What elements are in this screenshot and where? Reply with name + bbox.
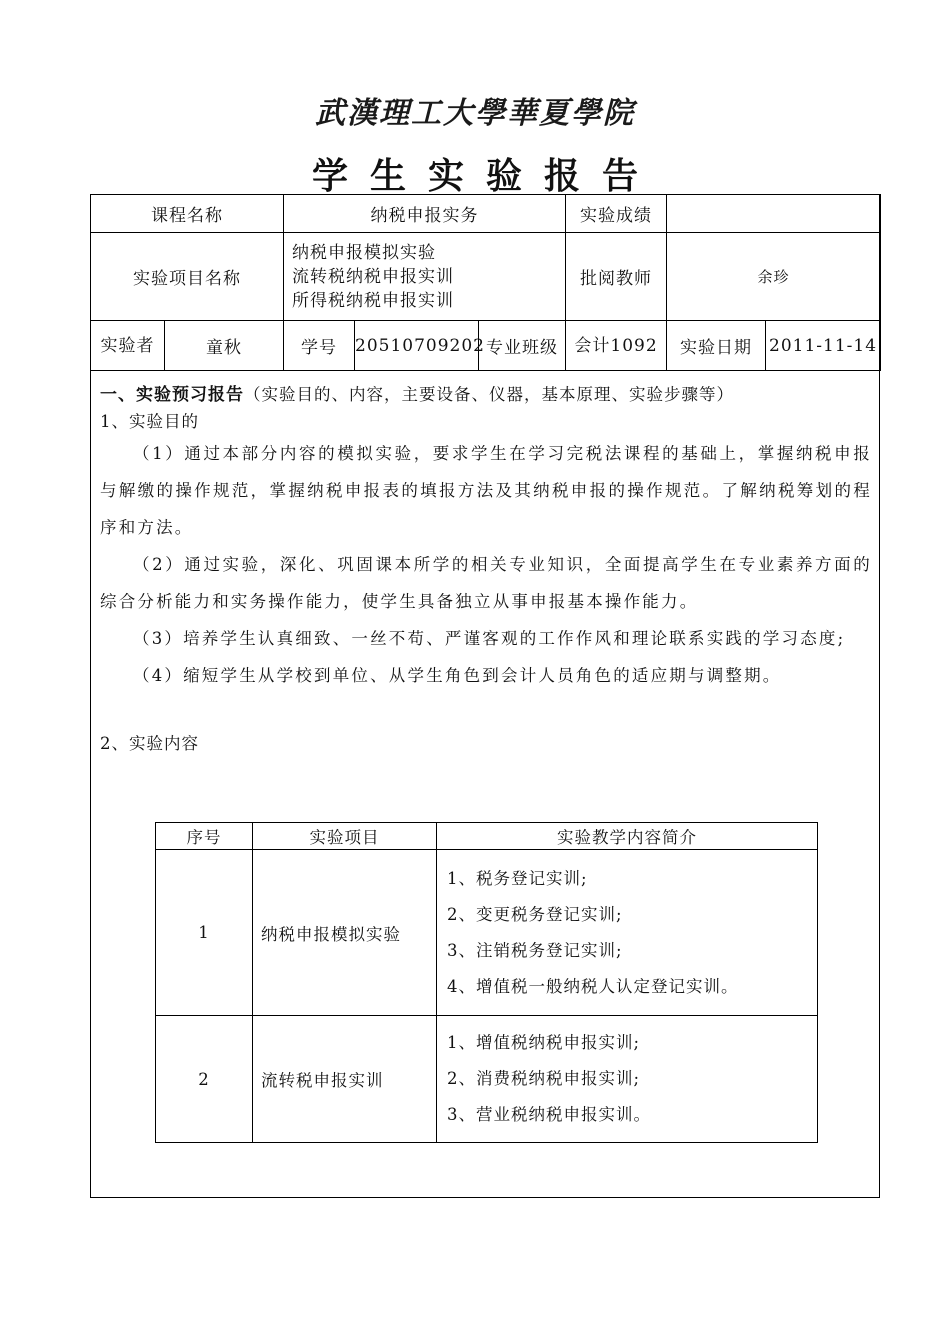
- section-heading: [100, 381, 872, 409]
- student-id-label: 学号: [284, 321, 355, 371]
- list-item: 1、税务登记实训;: [447, 868, 588, 888]
- course-label: 课程名称: [91, 195, 284, 233]
- course-value: 纳税申报实务: [284, 195, 566, 233]
- score-label: 实验成绩: [566, 195, 667, 233]
- row-number: 2: [156, 1016, 253, 1143]
- experimenter-value: 童秋: [165, 321, 284, 371]
- project-values: [284, 233, 566, 321]
- preview-report-section: [100, 381, 872, 757]
- list-item: 3、注销税务登记实训;: [447, 940, 623, 960]
- date-label: 实验日期: [667, 321, 766, 371]
- purpose-item: （1）通过本部分内容的模拟实验，要求学生在学习完税法课程的基础上，掌握纳税申报与解缴的操作规范，掌握纳税申报表的填报方法及其纳税申报的操作规范。了解纳税筹划的程序和方法。: [100, 444, 872, 537]
- class-value: 会计1092: [566, 321, 667, 371]
- section-heading-bold: 一、实验预习报告: [100, 385, 244, 405]
- date-value: 2011-11-14: [766, 321, 881, 371]
- student-id-value: 20510709202: [355, 321, 479, 371]
- purpose-heading: 1、实验目的: [100, 412, 199, 431]
- table-row: [156, 1016, 818, 1143]
- school-name: 武漢理工大學華夏學院: [315, 96, 635, 131]
- reviewer-value: 余珍: [667, 233, 881, 321]
- table-row: [156, 850, 818, 1016]
- report-title: 学生实验报告: [311, 156, 660, 197]
- header-row-course: [91, 195, 881, 233]
- row-project: 纳税申报模拟实验: [253, 850, 437, 1016]
- purpose-item: （3）培养学生认真细致、一丝不苟、严谨客观的工作作风和理论联系实践的学习态度;: [133, 629, 846, 648]
- list-item: 4、增值税一般纳税人认定登记实训。: [447, 976, 739, 996]
- experimenter-label: 实验者: [91, 321, 165, 371]
- content-heading: 2、实验内容: [100, 734, 199, 753]
- header-row-project: [91, 233, 881, 321]
- list-item: 3、营业税纳税申报实训。: [447, 1105, 651, 1124]
- project-value-line: 流转税纳税申报实训: [292, 266, 454, 287]
- header-description: 实验教学内容简介: [437, 823, 818, 850]
- row-items: [437, 1016, 818, 1143]
- content-table-header: [156, 823, 818, 850]
- row-items: [437, 850, 818, 1016]
- list-item: 2、变更税务登记实训;: [447, 904, 623, 924]
- class-label: 专业班级: [479, 321, 566, 371]
- project-label: 实验项目名称: [91, 233, 284, 321]
- header-project: 实验项目: [253, 823, 437, 850]
- purpose-item: （4）缩短学生从学校到单位、从学生角色到会计人员角色的适应期与调整期。: [133, 666, 782, 685]
- section-heading-note: （实验目的、内容，主要设备、仪器，基本原理、实验步骤等）: [244, 385, 734, 404]
- content-table: [155, 822, 818, 1143]
- report-header-table: [90, 194, 881, 371]
- list-item: 2、消费税纳税申报实训;: [447, 1069, 641, 1088]
- reviewer-label: 批阅教师: [566, 233, 667, 321]
- project-value-line: 所得税纳税申报实训: [292, 290, 454, 311]
- project-value-line: 纳税申报模拟实验: [292, 242, 436, 263]
- row-number: 1: [156, 850, 253, 1016]
- header-number: 序号: [156, 823, 253, 850]
- score-value: [667, 195, 881, 233]
- list-item: 1、增值税纳税申报实训;: [447, 1033, 641, 1052]
- header-row-experimenter: [91, 321, 881, 371]
- row-project: 流转税申报实训: [253, 1016, 437, 1143]
- purpose-item: （2）通过实验，深化、巩固课本所学的相关专业知识，全面提高学生在专业素养方面的综合分析能力和实务操作能力，使学生具备独立从事申报基本操作能力。: [100, 555, 872, 611]
